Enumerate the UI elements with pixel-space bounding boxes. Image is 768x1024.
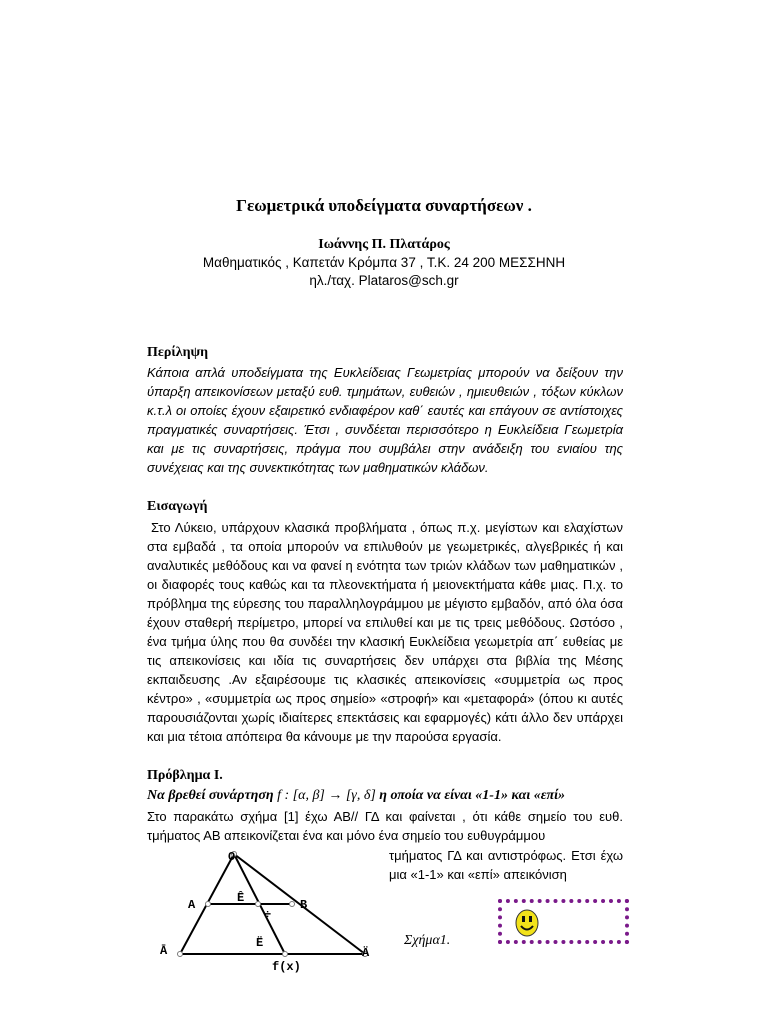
label-fx: f(x) [272, 960, 301, 974]
introduction-text: Στο Λύκειο, υπάρχουν κλασικά προβλήματα , όπως π.χ. μεγίστων και ελαχίστων στα εμβαδά , τα οποία μπορούν να επιλυθούν με γεωμετρικές, αλγεβρικές ή και αναλυτικές μεθόδους και να φανεί η ενότητα των τριών κλάδων των μαθηματικών , οι διαφορές τους καθώς και τα πλεονεκτήματα ή μειονεκτήματα κάθε μιας. Π.χ. το πρόβλημα της εύρεσης του παραλληλογράμμου με μέγιστο εμβαδόν, από όλα όσα έχουν σταθερή περίμετρο, μπορεί να επιλυθεί και με τις τρεις μεθόδους. Ωστόσο , ένα τμήμα ύλης που θα συνδέει την κλασική Ευκλείδεια γεωμετρία απ΄ ευθείας με τις απεικονίσεις και ιδία τις συναρτήσεις δεν υπάρχει στα βιβλία της Μέσης εκπαιδευσης .Αν εξαιρέσουμε τις κλασικές απεικονίσεις «συμμετρία ως προς κέντρο» , «συμμετρία ως προς σημείο» «στροφή» και «μεταφορά» (όπου κι αυτές παρουσιάζονται χωρίς ιδιαίτερες επεκτάσεις και εφαρμογές) κάτι άλλο δεν υπάρχει και μια τέτοια απόπειρα θα κάνουμε με την παρούσα εργασία. [147, 520, 623, 744]
label-e-bottom: Ë [256, 936, 264, 950]
label-a-bar: Ā [160, 944, 168, 958]
problem-statement [147, 788, 623, 804]
point-fx [283, 952, 288, 957]
point-a [206, 902, 211, 907]
author-email: ηλ./ταχ. Plataros@sch.gr [309, 273, 459, 288]
author-block [0, 236, 768, 290]
figure-1 [150, 846, 390, 976]
label-a-dd: Ä [362, 946, 370, 960]
problem-text: Στο παρακάτω σχήμα [1] έχω ΑΒ// ΓΔ και φαίνεται , ότι κάθε σημείο του ευθ. τμήματος ΑΒ απεικονίζεται ένα και μόνο ένα σημείο του ευθυγράμμου [147, 809, 623, 843]
author-affiliation: Μαθηματικός , Καπετάν Κρόμπα 37 , Τ.Κ. 24 200 ΜΕΣΣΗΝΗ [202, 255, 566, 270]
introduction-heading: Εισαγωγή [147, 499, 208, 514]
smiley-eye-left [522, 916, 525, 922]
label-o: O [228, 850, 236, 864]
point-e [256, 902, 261, 907]
abstract-text: Κάποια απλά υποδείγματα της Ευκλείδειας Γεωμετρίας μπορούν να δείξουν την ύπαρξη απεικονίσεων μεταξύ ευθ. τμημάτων, ευθειών , ημιευθειών , τόξων κύκλων κ.τ.λ οι οποίες έχουν εξαιρετικό ενδιαφέρον καθ΄ εαυτές και επάγουν σε αντίστοιχες πραγματικές συναρτήσεις. Έτσι , συνδέεται περισσότερο η Ευκλείδεια Γεωμετρία και με τις συναρτήσεις, πράγμα που συμβάλει στην ανάδειξη του ενιαίου της συνέχειας και της συνεκτικότητας των μαθηματικών κλάδων. [147, 365, 623, 475]
smiley-eye-right [529, 916, 532, 922]
problem-heading: Πρόβλημα Ι. [147, 768, 223, 783]
abstract-heading: Περίληψη [147, 345, 209, 360]
problem-statement-prefix: Να βρεθεί συνάρτηση [147, 788, 278, 803]
embedded-object-frame[interactable] [498, 899, 629, 944]
problem-statement-math: f : [α, β] → [γ, δ] [277, 788, 376, 803]
document-title: Γεωμετρικά υποδείγματα συναρτήσεων . [236, 196, 532, 215]
label-b: B [300, 898, 308, 912]
smiley-face [516, 910, 538, 936]
label-a: A [188, 898, 196, 912]
figure-caption: Σχήμα1. [404, 933, 451, 948]
label-e-top: Ê [237, 891, 245, 905]
point-bottom-left [178, 952, 183, 957]
point-b [290, 902, 295, 907]
label-divide: ÷ [264, 908, 272, 922]
problem-statement-suffix: η οποία να είναι «1-1» και «επί» [375, 788, 566, 803]
author-name: Ιωάννης Π. Πλατάρος [318, 237, 450, 252]
problem-text-continued: τμήματος ΓΔ και αντιστρόφως. Ετσι έχω μια «1-1» και «επί» απεικόνιση [389, 848, 623, 882]
smiley-icon [514, 908, 540, 938]
